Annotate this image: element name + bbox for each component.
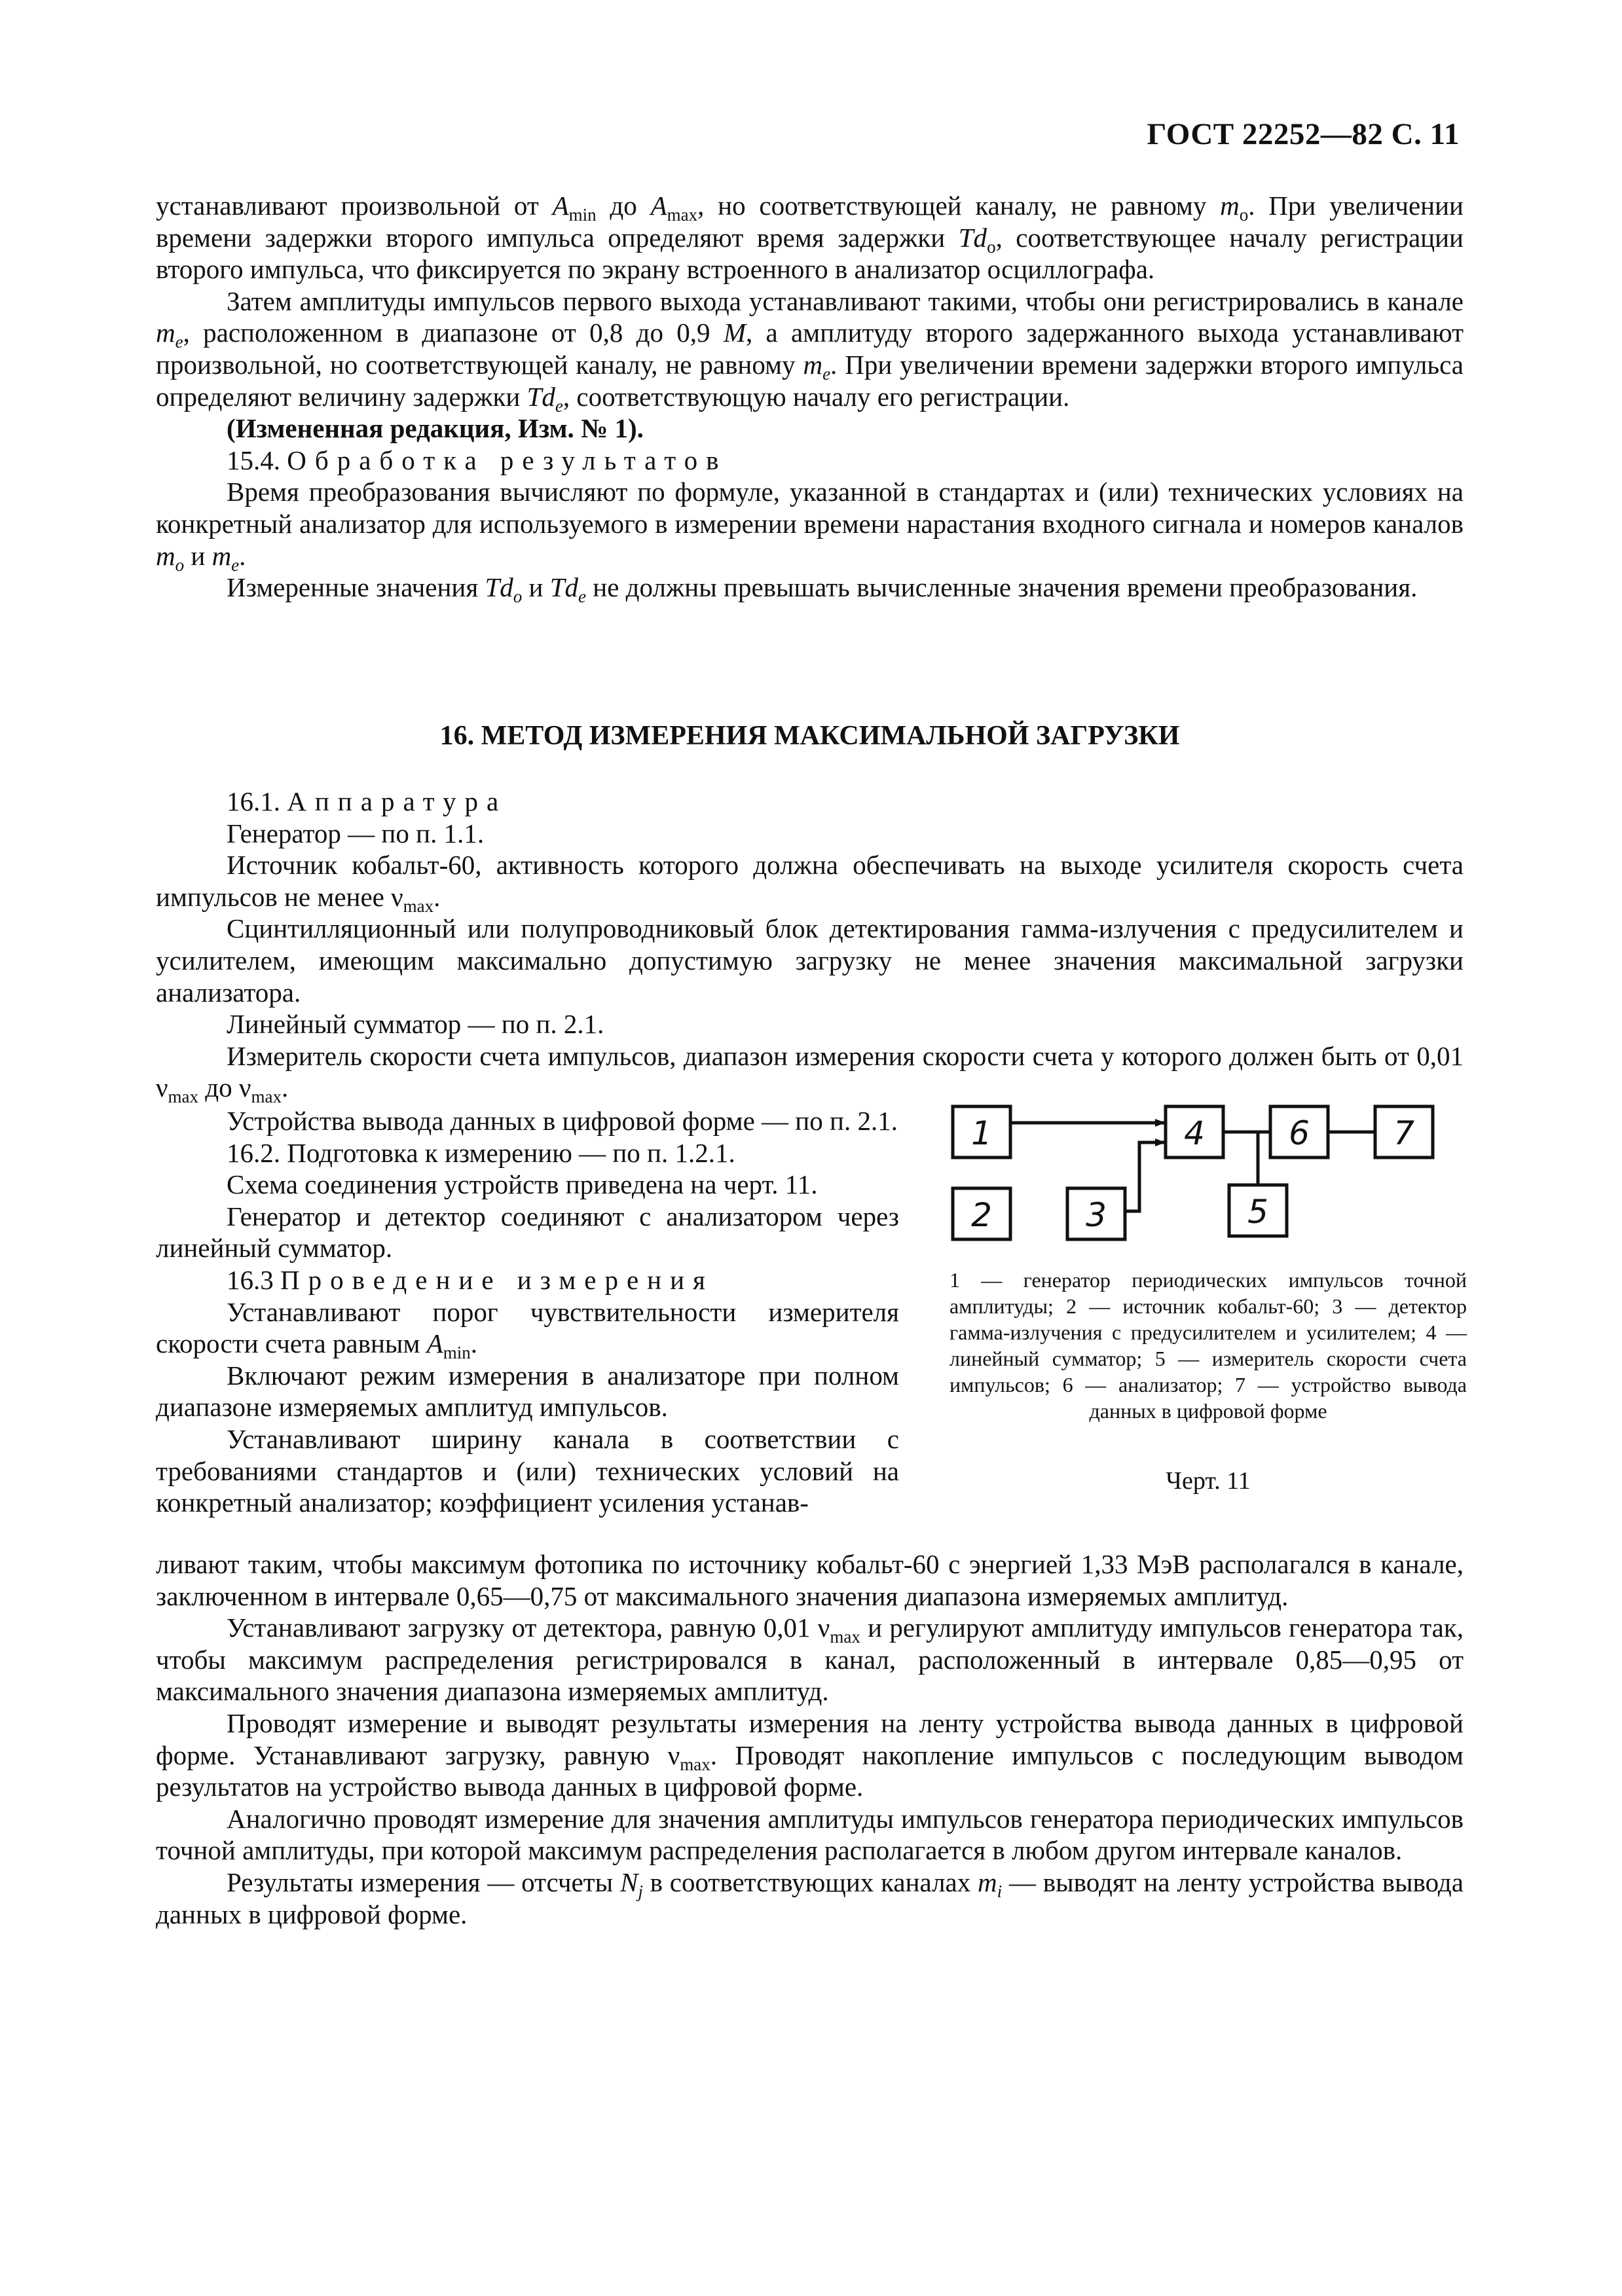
block-6-label: 6 <box>1289 1114 1310 1152</box>
section-16-heading-wrap <box>156 720 1464 752</box>
subsection-16-2: 16.2. Подготовка к измерению — по п. 1.2.1. <box>227 1137 735 1168</box>
block-5-label: 5 <box>1247 1193 1268 1231</box>
figure-label: Черт. 11 <box>1166 1467 1251 1495</box>
page-header: ГОСТ 22252—82 С. 11 <box>1147 117 1460 151</box>
block-1-label: 1 <box>971 1114 992 1152</box>
measurement-output-line: Проводят измерение и выводят результаты измерения на ленту устройства вывода данных в цифровой форме. Устанавливают загрузку, равную $\nu_{max}$. Проводят накопление импульсов с последующим выводом результатов на устройство вывода данных в цифровой форме. <box>156 1707 1464 1802</box>
link-3-to-4 <box>1125 1142 1164 1211</box>
subsection-15-4-title: 15.4. Обработка результатов <box>227 445 728 475</box>
summator-line: Линейный сумматор — по п. 2.1. <box>227 1009 604 1040</box>
results-line: Результаты измерения — отсчеты $N_j$ в соответствующих каналах $m_i$ — выводят на ленту устройства вывода данных в цифровой форме. <box>156 1867 1464 1929</box>
output-device-line: Устройства вывода данных в цифровой форме — по п. 2.1. <box>227 1106 898 1136</box>
load-setting-line: Устанавливают загрузку от детектора, равную 0,01 $\nu_{max}$ и регулируют амплитуду импульсов генератора так, чтобы максимум распределения регистрировался в канал, расположенный в интервале 0,85—0,95 от максимального значения диапазона измеряемых амплитуд. <box>156 1613 1464 1707</box>
cobalt-source-line: Источник кобальт-60, активность которого должна обеспечивать на выходе усилителя скорость счета импульсов не менее $\nu_{max}$. <box>156 850 1464 916</box>
paragraph-1: устанавливают произвольной от $A_{min}$ до $A_{max}$, но соответствующей каналу, не равному $m_o$. При увеличении времени задержки второго импульса определяют время задержки $Td_o$, соответствующее началу регистрации второго импульса, что фиксируется по экрану встроенного в анализатор осциллографа. <box>156 191 1464 285</box>
section-16-title: 16. МЕТОД ИЗМЕРЕНИЯ МАКСИМАЛЬНОЙ ЗАГРУЗКИ <box>439 721 1180 751</box>
detector-line: Сцинтилляционный или полупроводниковый блок детектирования гамма-излучения с предусилителем и усилителем, имеющим максимально допустимую загрузку не менее значения максимальной загрузки анализатора. <box>156 913 1464 1008</box>
subsection-16-3-title: 16.3 Проведение измерения <box>227 1264 714 1295</box>
connection-scheme-line: Схема соединения устройств приведена на черт. 11. <box>227 1169 818 1200</box>
paragraph-5: Время преобразования вычисляют по формуле, указанной в стандартах и (или) технических условиях на конкретный анализатор для используемого в измерении времени нарастания входного сигнала и номеров каналов $m_o$ и $m_e$. <box>156 477 1464 575</box>
channel-width-line-a: Устанавливают ширину канала в соответствии с требованиями стандартов и (или) технических условий на конкретный анализатор; коэффициент усиления устанав- <box>156 1423 899 1518</box>
threshold-line: Устанавливают порог чувствительности измерителя скорости счета равным $A_{min}$. <box>156 1296 899 1363</box>
connection-line: Генератор и детектор соединяют с анализатором через линейный сумматор. <box>156 1201 899 1264</box>
section-16-lower <box>156 1548 1464 1930</box>
paragraph-6: Измеренные значения $Td_o$ и $Td_e$ не должны превышать вычисленные значения времени преобразования. <box>227 572 1418 607</box>
block-diagram <box>949 1100 1467 1257</box>
repeat-measurement-line: Аналогично проводят измерение для значения амплитуды импульсов генератора периодических импульсов точной амплитуды, при которой максимум распределения располагается в любом другом интервале каналов. <box>156 1803 1464 1866</box>
generator-line: Генератор — по п. 1.1. <box>227 818 485 848</box>
block-7-label: 7 <box>1393 1114 1414 1152</box>
block-3-label: 3 <box>1086 1196 1107 1234</box>
block-2-label: 2 <box>971 1196 992 1234</box>
upper-text <box>156 190 1464 607</box>
paragraph-2: Затем амплитуды импульсов первого выхода устанавливают такими, чтобы они регистрировались в канале $m_e$, расположенном в диапазоне от 0,8 до 0,9 M, а амплитуду второго задержанного выхода устанавливают произвольной, но соответствующей каналу, не равному $m_e$. При увеличении времени задержки второго импульса определяют величину задержки $Td_e$, соответствующую началу его регистрации. <box>156 285 1464 416</box>
subsection-16-1-title: 16.1. Аппаратура <box>227 786 507 816</box>
channel-width-line-b: ливают таким, чтобы максимум фотопика по источнику кобальт-60 с энергией 1,33 МэВ располагался в канале, заключенном в интервале 0,65—0,75 от максимального значения диапазона измеряемых амплитуд. <box>156 1549 1464 1611</box>
section-16-upper <box>156 786 1464 1107</box>
amendment-note: (Измененная редакция, Изм. № 1). <box>227 413 644 444</box>
rate-meter-line: Измеритель скорости счета импульсов, диапазон измерения скорости счета у которого должен быть от 0,01 $\nu_{max}$ до $\nu_{max}$. <box>156 1040 1464 1107</box>
section-16-left-column <box>156 1105 899 1519</box>
block-4-label: 4 <box>1184 1114 1205 1152</box>
mode-line: Включают режим измерения в анализаторе при полном диапазоне измеряемых амплитуд импульсов. <box>156 1360 899 1423</box>
figure-caption: 1 — генератор периодических импульсов точной амплитуды; 2 — источник кобальт-60; 3 — детектор гамма-излучения с предусилителем и усилителем; 4 — линейный сумматор; 5 — измеритель скорости счета импульсов; 6 — анализатор; 7 — устройство вывода данных в цифровой форме <box>949 1268 1467 1423</box>
